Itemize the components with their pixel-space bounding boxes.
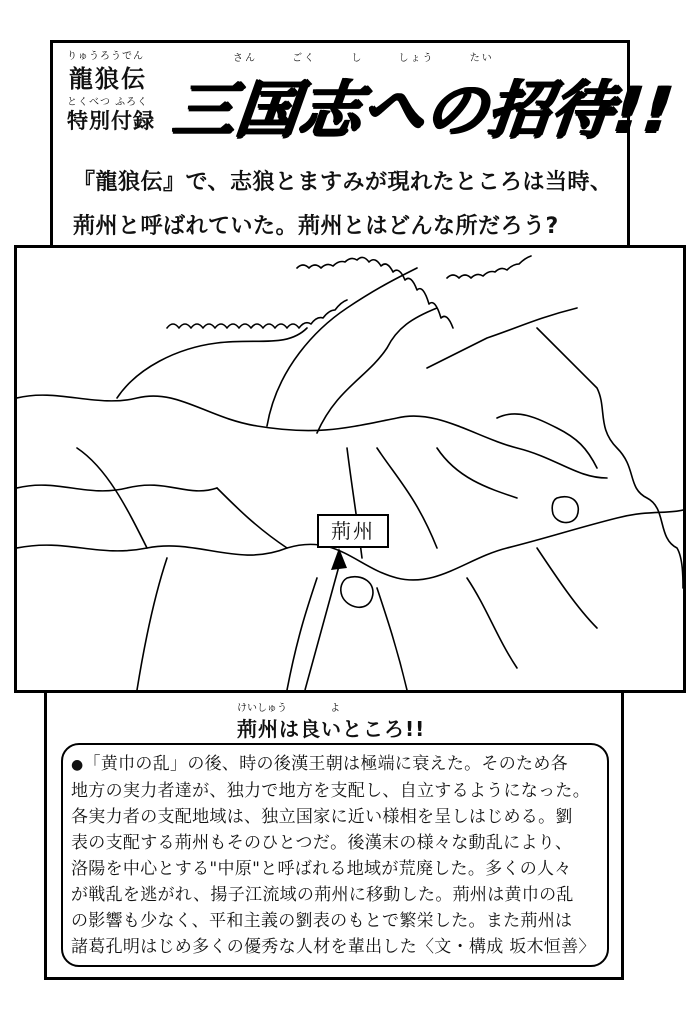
info-heading-ruby: けいしゅう よ — [237, 703, 341, 714]
intro-line: 『龍狼伝』で、志狼とますみが現れたところは当時、 — [73, 170, 613, 195]
info-line: 各実力者の支配地域は、独立国家に近い様相を呈しはじめる。劉 — [71, 807, 573, 827]
info-line: 洛陽を中心とする"中原"と呼ばれる地域が荒廃した。多くの人々 — [71, 859, 572, 879]
bullet-icon: ● — [71, 757, 84, 773]
supplement-ruby: とくべつ ふろく — [67, 97, 149, 108]
info-line-text: 「黄巾の乱」の後、時の後漢王朝は極端に衰えた。そのため各 — [83, 754, 568, 774]
series-title-ruby: りゅうろうでん — [67, 51, 144, 62]
main-title-ruby: さん ごく し しょう たい — [233, 53, 494, 64]
supplement-title: 特別付録 — [67, 109, 155, 133]
info-box — [44, 690, 624, 980]
info-body — [71, 751, 603, 960]
map-frame — [14, 245, 686, 693]
info-line: が戦乱を逃がれ、揚子江流域の荊州に移動した。荊州は黄巾の乱 — [71, 885, 574, 905]
info-text-frame — [61, 743, 609, 967]
location-pointer — [17, 248, 683, 690]
intro-text — [73, 161, 613, 249]
intro-line: 荊州と呼ばれていた。荊州とはどんな所だろう? — [73, 214, 559, 239]
info-line: の影響も少なく、平和主義の劉表のもとで繁栄した。また荊州は — [71, 911, 573, 931]
series-title: 龍狼伝 — [69, 65, 147, 93]
header-box — [50, 40, 677, 250]
main-title: 三国志への招待!! — [169, 73, 677, 146]
info-line: 表の支配する荊州もそのひとつだ。後漢末の様々な動乱により、 — [71, 833, 573, 853]
jingzhou-map-label: 荊州 — [317, 514, 389, 548]
info-heading: 荊州は良いところ!! — [237, 717, 426, 741]
info-line — [71, 751, 603, 778]
info-line: 地方の実力者達が、独力で地方を支配し、自立するようになった。 — [71, 781, 590, 801]
info-line: 諸葛孔明はじめ多くの優秀な人材を輩出した〈文・構成 坂木恒善〉 — [71, 937, 596, 957]
